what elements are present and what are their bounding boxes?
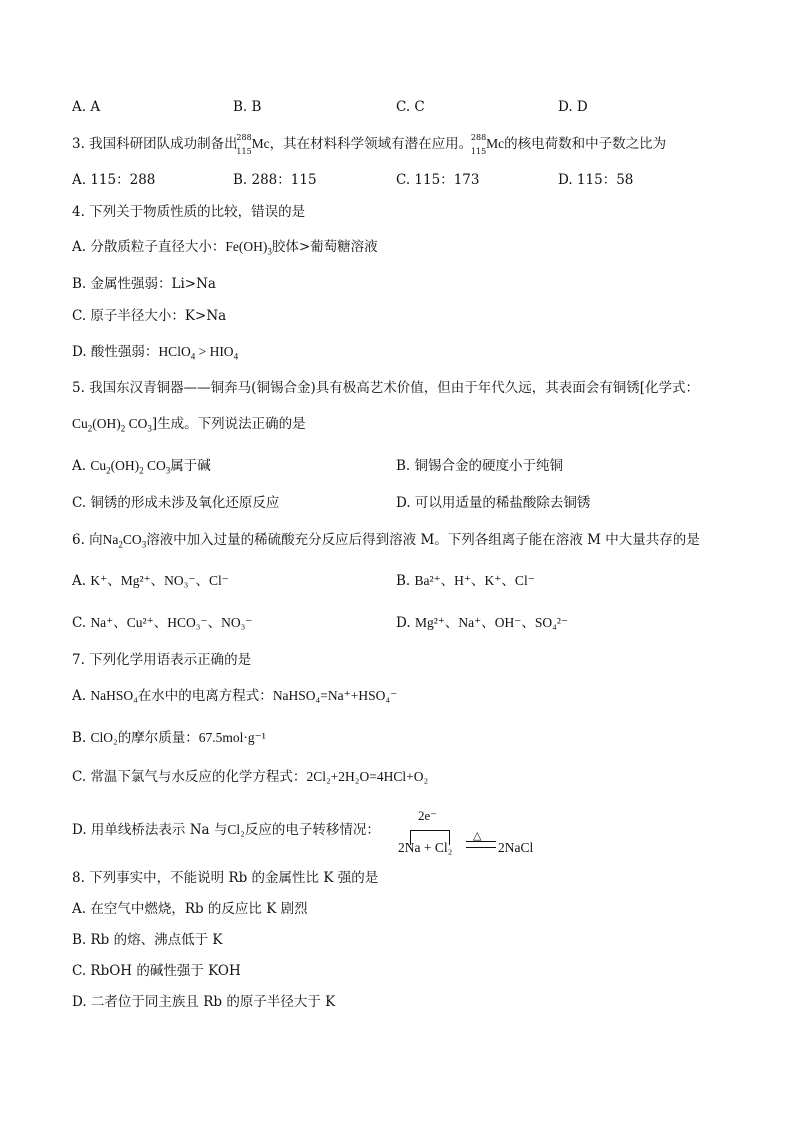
option-a: A. A [72,99,101,115]
question-8-stem: 8. 下列事实中，不能说明 Rb 的金属性比 K 强的是 [72,870,379,886]
q5-option-d: D. 可以用适量的稀盐酸除去铜锈 [396,495,591,511]
q5-option-b: B. 铜锡合金的硬度小于纯铜 [396,458,564,474]
equation-lhs: 2Na + Cl₂ [398,840,453,855]
q5-option-c: C. 铜锈的形成未涉及氧化还原反应 [72,495,280,511]
q3-option-c: C. 115：173 [396,172,480,188]
q7-option-a: A. NaHSO₄在水中的电离方程式：NaHSO₄=Na⁺+HSO₄⁻ [72,688,398,704]
q8-option-d: D. 二者位于同主族且 Rb 的原子半径大于 K [72,994,336,1010]
q3-option-a: A. 115：288 [72,172,156,188]
equation-double-line [466,841,496,848]
option-d: D. D [558,99,588,115]
option-b: B. B [233,99,262,115]
q8-option-a: A. 在空气中燃烧，Rb 的反应比 K 剧烈 [72,901,308,917]
question-3-stem: 3. 我国科研团队成功制备出 288 115 Mc，其在材料科学领域有潜在应用。 288 115 Mc的核电荷数和中子数之比为 [72,132,667,156]
q3-option-b: B. 288：115 [233,172,317,188]
equation-rhs: 2NaCl [498,840,534,855]
isotope-notation: 288 115 [236,132,252,156]
q6-option-c: C. Na⁺、Cu²⁺、HCO₃⁻、NO₃⁻ [72,615,253,631]
option-c: C. C [396,99,425,115]
question-4-stem: 4. 下列关于物质性质的比较，错误的是 [72,204,306,220]
question-7-stem: 7. 下列化学用语表示正确的是 [72,652,252,668]
q6-option-b: B. Ba²⁺、H⁺、K⁺、Cl⁻ [396,573,535,589]
q8-option-b: B. Rb 的熔、沸点低于 K [72,932,223,948]
q4-option-c: C. 原子半径大小：K>Na [72,308,227,324]
q7-option-b: B. ClO₂的摩尔质量：67.5mol·g⁻¹ [72,730,266,746]
question-5-stem: 5. 我国东汉青铜器——铜奔马(铜锡合金)具有极高艺术价值，但由于年代久远，其表面会有铜锈[化学式： [72,380,699,396]
electron-count-label: 2e⁻ [418,808,438,823]
question-6-stem: 6. 向$Na_2CO_3$溶液中加入过量的稀硫酸充分反应后得到溶液 M。下列各组离子能在溶液 M 中大量共存的是 [72,532,700,550]
q4-option-d: D. 酸性强弱：HClO$_4$ > $HIO_4$ [72,344,239,362]
q7-option-c: C. 常温下氯气与水反应的化学方程式：2Cl₂+2H₂O=4HCl+O₂ [72,769,429,785]
q4-option-a: A. 分散质粒子直径大小：$Fe(OH)_3$胶体>葡萄糖溶液 [72,239,378,257]
q6-option-a: A. K⁺、Mg²⁺、NO₃⁻、Cl⁻ [72,573,229,589]
q7-option-d: D. 用单线桥法表示 Na 与Cl₂反应的电子转移情况： [72,822,380,838]
q4-option-b: B. 金属性强弱：Li>Na [72,276,216,292]
q6-option-d: D. Mg²⁺、Na⁺、OH⁻、SO₄²⁻ [396,615,568,631]
q5-option-a: A. $Cu_2(OH)_2$ $CO_3$属于碱 [72,458,211,476]
q8-option-c: C. RbOH 的碱性强于 KOH [72,963,241,979]
heat-condition-symbol: △ [473,830,482,842]
question-5-stem-cont: $Cu_2(OH)_2$ $CO_3$]生成。下列说法正确的是 [72,416,306,434]
isotope-notation: 288 115 [470,132,487,156]
q3-option-d: D. 115：58 [558,172,634,188]
